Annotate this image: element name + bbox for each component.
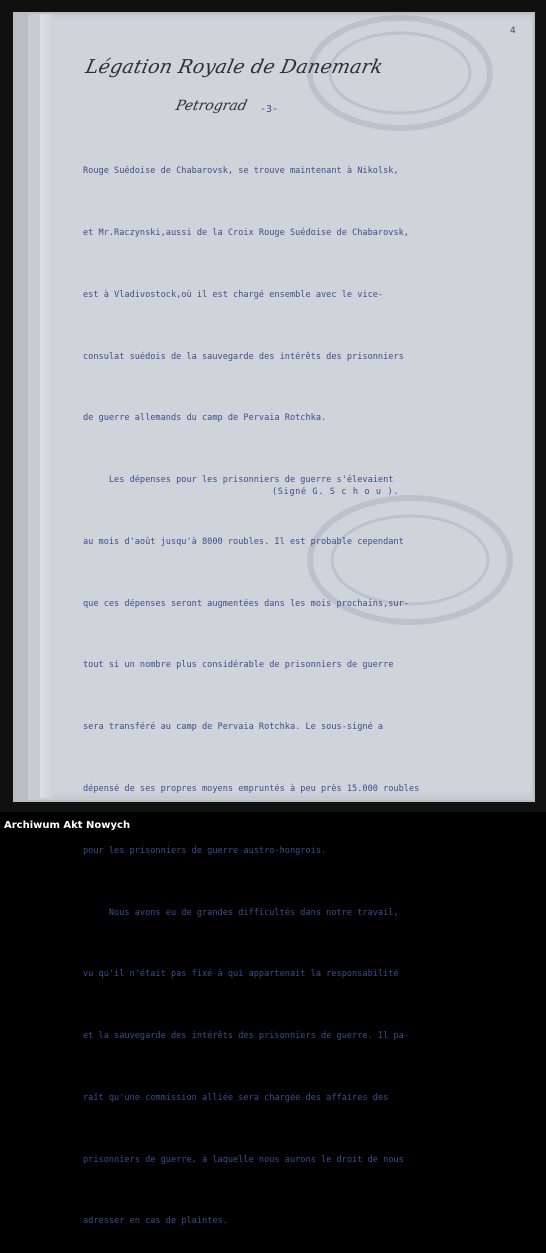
- text-line: que ces dépenses seront augmentées dans les mois prochains,sur-: [83, 598, 409, 609]
- text-line: prisonniers de guerre, à laquelle nous aurons le droit de nous: [83, 1154, 404, 1165]
- text-line: sera transféré au camp de Pervaia Rotchka. Le sous-signé a: [83, 722, 384, 733]
- text-line: et Mr.Raczynski,aussi de la Croix Rouge Suédoise de Chabarovsk,: [83, 227, 409, 238]
- page-number: 4: [510, 26, 516, 36]
- text-line: et la sauvegarde des intérêts des prisonniers de guerre. Il pa-: [83, 1031, 409, 1042]
- text-line: consulat suédois de la sauvegarde des intérêts des prisonniers: [83, 351, 404, 362]
- archive-label: Archiwum Akt Nowych: [4, 820, 131, 831]
- paper-edge: [40, 14, 52, 798]
- signature-line: (Signé G. S c h o u ).: [272, 487, 400, 497]
- letterhead: Légation Royale de Danemark: [83, 56, 386, 78]
- text-line: Rouge Suédoise de Chabarovsk, se trouve maintenant à Nikolsk,: [83, 166, 399, 177]
- text-line: adresser en cas de plaintes.: [83, 1216, 228, 1227]
- letterhead-city: Petrograd: [174, 98, 249, 114]
- text-line: vu qu'il n'était pas fixé à qui appartenait la responsabilité: [83, 969, 399, 980]
- text-line: Nous avons eu de grandes difficultés dans notre travail,: [83, 907, 399, 918]
- text-line: pour les prisonniers de guerre austro-hongrois.: [83, 845, 327, 856]
- page-mark: -3-: [260, 104, 279, 115]
- text-line: tout si un nombre plus considérable de prisonniers de guerre: [83, 660, 394, 671]
- text-line: dépensé de ses propres moyens empruntés à peu près 15.000 roubles: [83, 784, 420, 794]
- text-line: est à Vladivostock,où il est chargé ensemble avec le vice-: [83, 289, 384, 300]
- letter-body: [83, 120, 533, 1253]
- text-line: Les dépenses pour les prisonniers de guerre s'élevaient: [83, 475, 394, 486]
- text-line: raît qu'une commission alliée sera chargée des affaires des: [83, 1092, 389, 1103]
- text-line: de guerre allemands du camp de Pervaia Rotchka.: [83, 413, 327, 424]
- text-line: au mois d'août jusqu'à 8000 roubles. Il est probable cependant: [83, 536, 404, 547]
